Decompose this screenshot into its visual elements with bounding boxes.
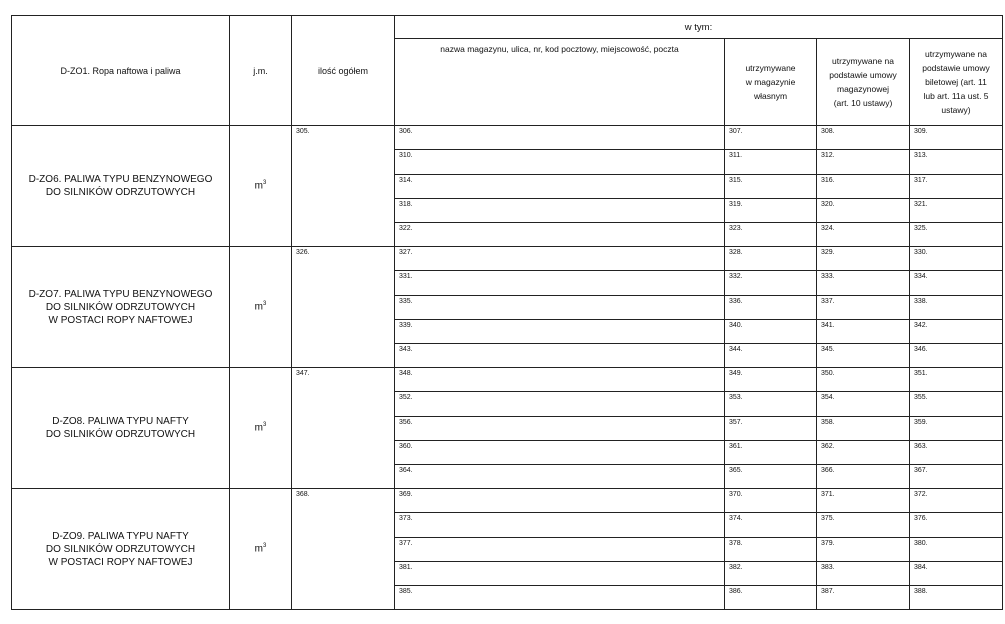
unit-label: m [254,301,263,313]
own-warehouse-field[interactable]: 357. [725,417,817,441]
warehouse-address-field[interactable]: 310. [395,150,725,175]
unit-cell [230,368,292,489]
header-line: własnym [753,91,788,101]
own-warehouse-field[interactable]: 340. [725,320,817,344]
warehouse-address-field[interactable]: 373. [395,513,725,538]
warehouse-address-field[interactable]: 318. [395,199,725,223]
table-row [12,368,1003,392]
unit-label: m [254,543,263,555]
header-line: lub art. 11a ust. 5 [923,91,989,101]
table-row [12,126,1003,150]
ticket-contract-field[interactable]: 338. [910,296,1003,320]
unit-column-header: j.m. [230,16,292,126]
storage-contract-field[interactable]: 312. [817,150,910,175]
own-warehouse-field[interactable]: 382. [725,562,817,586]
ticket-contract-field[interactable]: 372. [910,489,1003,513]
ticket-contract-field[interactable]: 346. [910,344,1003,368]
own-warehouse-field[interactable]: 349. [725,368,817,392]
header-line: podstawie umowy [922,63,990,73]
warehouse-address-field[interactable]: 348. [395,368,725,392]
total-quantity-field[interactable]: 326. [292,247,395,368]
fuel-category-line: D-ZO8. PALIWA TYPU NAFTY [52,416,189,427]
warehouse-address-field[interactable]: 356. [395,417,725,441]
header-line: utrzymywane na [925,49,987,59]
storage-contract-field[interactable]: 362. [817,441,910,465]
storage-contract-field[interactable]: 366. [817,465,910,489]
ticket-contract-field[interactable]: 376. [910,513,1003,538]
ticket-contract-column-header [910,39,1003,126]
ticket-contract-field[interactable]: 355. [910,392,1003,417]
table-row [12,247,1003,271]
own-warehouse-field[interactable]: 353. [725,392,817,417]
storage-contract-field[interactable]: 341. [817,320,910,344]
own-warehouse-field[interactable]: 315. [725,175,817,199]
own-warehouse-field[interactable]: 323. [725,223,817,247]
header-line: magazynowej [837,84,889,94]
fuel-category-line: DO SILNIKÓW ODRZUTOWYCH [45,429,196,440]
warehouse-address-field[interactable]: 343. [395,344,725,368]
header-line: ustawy) [941,105,971,115]
unit-exponent: 3 [263,301,267,308]
ticket-contract-field[interactable]: 321. [910,199,1003,223]
warehouse-address-field[interactable]: 322. [395,223,725,247]
ticket-contract-field[interactable]: 342. [910,320,1003,344]
unit-cell [230,489,292,610]
fuel-category-line: W POSTACI ROPY NAFTOWEJ [48,556,193,568]
ticket-contract-field[interactable]: 367. [910,465,1003,489]
storage-contract-field[interactable]: 379. [817,538,910,562]
unit-exponent: 3 [263,180,267,187]
warehouse-address-field[interactable]: 364. [395,465,725,489]
table-row [12,489,1003,513]
own-warehouse-field[interactable]: 370. [725,489,817,513]
including-group-header: w tym: [395,16,1003,39]
total-quantity-field[interactable]: 347. [292,368,395,489]
storage-contract-field[interactable]: 354. [817,392,910,417]
fuel-category-line: DO SILNIKÓW ODRZUTOWYCH [45,301,196,313]
storage-contract-field[interactable]: 333. [817,271,910,296]
storage-contract-field[interactable]: 345. [817,344,910,368]
own-warehouse-field[interactable]: 344. [725,344,817,368]
fuel-category-line: D-ZO6. PALIWA TYPU BENZYNOWEGO [28,174,213,185]
total-quantity-field[interactable]: 368. [292,489,395,610]
warehouse-column-header: nazwa magazynu, ulica, nr, kod pocztowy, miejscowość, poczta [395,39,725,126]
warehouse-address-field[interactable]: 385. [395,586,725,610]
warehouse-address-field[interactable]: 377. [395,538,725,562]
own-warehouse-field[interactable]: 332. [725,271,817,296]
own-warehouse-field[interactable]: 311. [725,150,817,175]
storage-contract-field[interactable]: 308. [817,126,910,150]
storage-contract-field[interactable]: 324. [817,223,910,247]
unit-cell [230,247,292,368]
warehouse-address-field[interactable]: 381. [395,562,725,586]
header-line: (art. 10 ustawy) [833,98,893,108]
fuel-category-line: DO SILNIKÓW ODRZUTOWYCH [45,187,196,198]
own-warehouse-field[interactable]: 307. [725,126,817,150]
storage-contract-field[interactable]: 371. [817,489,910,513]
own-warehouse-field[interactable]: 319. [725,199,817,223]
warehouse-address-field[interactable]: 331. [395,271,725,296]
fuel-category-line: D-ZO7. PALIWA TYPU BENZYNOWEGO [28,288,213,300]
fuel-category-line: D-ZO9. PALIWA TYPU NAFTY [52,530,189,542]
header-line: w magazynie [745,77,796,87]
own-warehouse-field[interactable]: 378. [725,538,817,562]
unit-exponent: 3 [263,543,267,550]
unit-exponent: 3 [263,422,267,429]
total-column-header: ilość ogółem [292,16,395,126]
own-warehouse-column-header [725,39,817,126]
fuel-category-line: W POSTACI ROPY NAFTOWEJ [48,314,193,326]
storage-contract-field[interactable]: 383. [817,562,910,586]
ticket-contract-field[interactable]: 363. [910,441,1003,465]
storage-contract-field[interactable]: 358. [817,417,910,441]
own-warehouse-field[interactable]: 386. [725,586,817,610]
unit-label: m [254,180,263,192]
own-warehouse-field[interactable]: 374. [725,513,817,538]
own-warehouse-field[interactable]: 365. [725,465,817,489]
own-warehouse-field[interactable]: 336. [725,296,817,320]
header-line: podstawie umowy [829,70,897,80]
warehouse-address-field[interactable]: 360. [395,441,725,465]
fuel-storage-table [11,15,1003,610]
ticket-contract-field[interactable]: 317. [910,175,1003,199]
storage-contract-column-header [817,39,910,126]
ticket-contract-field[interactable]: 330. [910,247,1003,271]
storage-contract-field[interactable]: 387. [817,586,910,610]
total-quantity-field[interactable]: 305. [292,126,395,247]
header-line: utrzymywane na [832,56,894,66]
header-line: biletowej (art. 11 [925,77,987,87]
storage-contract-field[interactable]: 375. [817,513,910,538]
storage-contract-field[interactable]: 320. [817,199,910,223]
storage-contract-field[interactable]: 350. [817,368,910,392]
warehouse-address-field[interactable]: 306. [395,126,725,150]
warehouse-address-field[interactable]: 327. [395,247,725,271]
warehouse-address-field[interactable]: 352. [395,392,725,417]
ticket-contract-field[interactable]: 380. [910,538,1003,562]
ticket-contract-field[interactable]: 351. [910,368,1003,392]
warehouse-address-field[interactable]: 339. [395,320,725,344]
storage-contract-field[interactable]: 329. [817,247,910,271]
unit-label: m [254,422,263,434]
fuel-category-name [12,368,230,489]
ticket-contract-field[interactable]: 384. [910,562,1003,586]
ticket-contract-field[interactable]: 309. [910,126,1003,150]
storage-contract-field[interactable]: 316. [817,175,910,199]
ticket-contract-field[interactable]: 313. [910,150,1003,175]
fuel-category-name [12,126,230,247]
warehouse-address-field[interactable]: 369. [395,489,725,513]
fuel-category-line: DO SILNIKÓW ODRZUTOWYCH [45,543,196,555]
fuel-category-name [12,489,230,610]
warehouse-address-field[interactable]: 335. [395,296,725,320]
section-title: D-ZO1. Ropa naftowa i paliwa [12,16,230,126]
ticket-contract-field[interactable]: 388. [910,586,1003,610]
own-warehouse-field[interactable]: 361. [725,441,817,465]
ticket-contract-field[interactable]: 334. [910,271,1003,296]
header-line: utrzymywane [745,63,796,73]
ticket-contract-field[interactable]: 359. [910,417,1003,441]
storage-contract-field[interactable]: 337. [817,296,910,320]
warehouse-address-field[interactable]: 314. [395,175,725,199]
unit-cell [230,126,292,247]
fuel-category-name [12,247,230,368]
own-warehouse-field[interactable]: 328. [725,247,817,271]
ticket-contract-field[interactable]: 325. [910,223,1003,247]
